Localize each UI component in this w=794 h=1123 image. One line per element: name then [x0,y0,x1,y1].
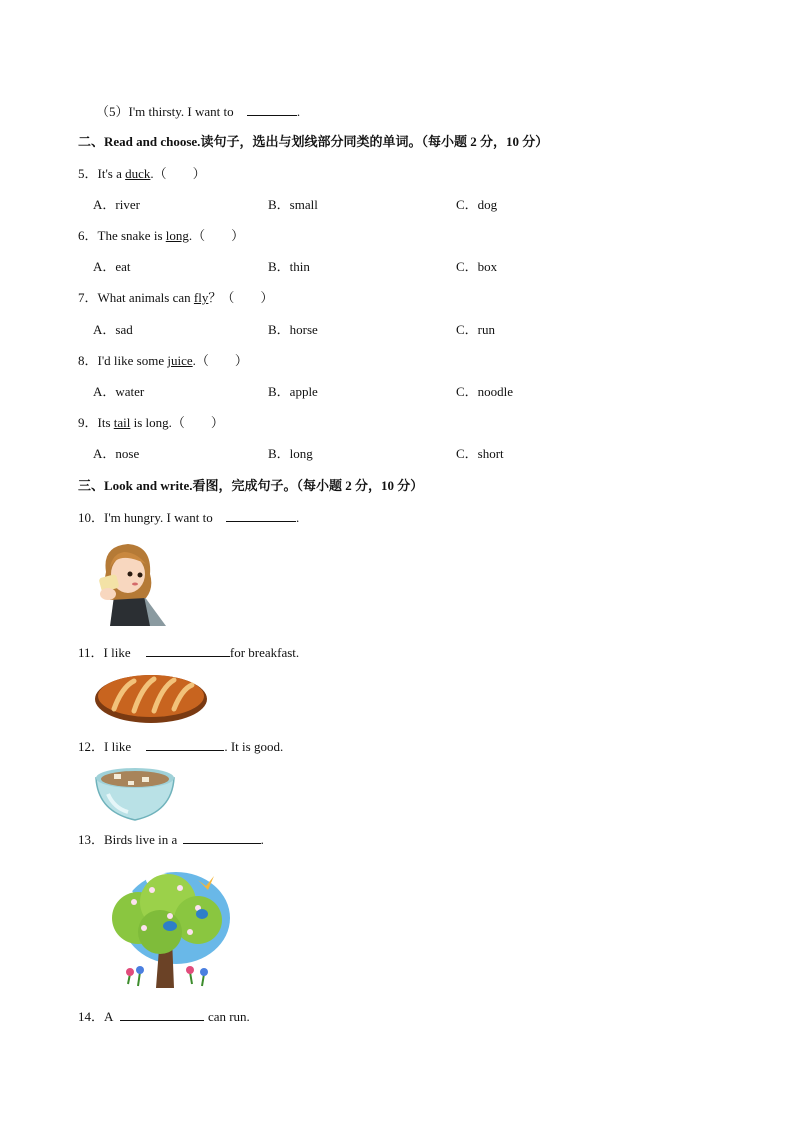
answer-blank[interactable] [146,738,224,751]
answer-blank[interactable] [146,644,230,657]
option-a[interactable]: A．sad [93,322,133,337]
soup-bowl-image [94,764,176,822]
underlined-word: juice [167,353,193,368]
option-b[interactable]: B．thin [268,259,310,274]
underlined-word: duck [125,166,151,181]
option-c[interactable]: C．noodle [456,384,514,399]
underlined-word: long [165,228,189,243]
option-b[interactable]: B．long [268,446,313,461]
option-c[interactable]: C．box [456,259,498,274]
option-a[interactable]: A．nose [93,446,140,461]
answer-blank[interactable] [120,1008,204,1021]
prev-question-5: （5）I'm thirsty. I want to . [96,104,301,119]
question-6: 6．The snake is long.（ ） [78,228,245,243]
answer-blank[interactable] [247,103,297,116]
option-c[interactable]: C．dog [456,197,498,212]
question-12: 12．I like . It is good. [78,739,284,754]
underlined-word: tail [113,415,131,430]
question-7: 7．What animals can fly？（ ） [78,290,274,305]
question-14: 14．A can run. [78,1009,250,1024]
option-a[interactable]: A．river [93,197,140,212]
question-5: 5．It's a duck.（ ） [78,166,206,181]
underlined-word: fly [193,290,209,305]
answer-blank[interactable] [183,831,261,844]
option-b[interactable]: B．horse [268,322,318,337]
option-c[interactable]: C．short [456,446,504,461]
tree-with-birds-image [94,866,234,990]
answer-blank[interactable] [226,509,296,522]
option-a[interactable]: A．eat [93,259,131,274]
question-8: 8．I'd like some juice.（ ） [78,353,248,368]
question-13: 13．Birds live in a . [78,832,264,847]
section-2-heading: 二、Read and choose.读句子，选出与划线部分同类的单词。（每小题 2 分，10 分） [78,134,549,149]
girl-eating-image [88,538,170,626]
question-10: 10．I'm hungry. I want to . [78,510,300,525]
option-b[interactable]: B．small [268,197,318,212]
section-3-heading: 三、Look and write.看图，完成句子。（每小题 2 分，10 分） [78,478,424,493]
bread-image [92,669,210,725]
question-9: 9．Its tail is long.（ ） [78,415,224,430]
option-c[interactable]: C．run [456,322,496,337]
question-11: 11．I like for breakfast. [78,645,300,660]
option-b[interactable]: B．apple [268,384,318,399]
option-a[interactable]: A．water [93,384,145,399]
